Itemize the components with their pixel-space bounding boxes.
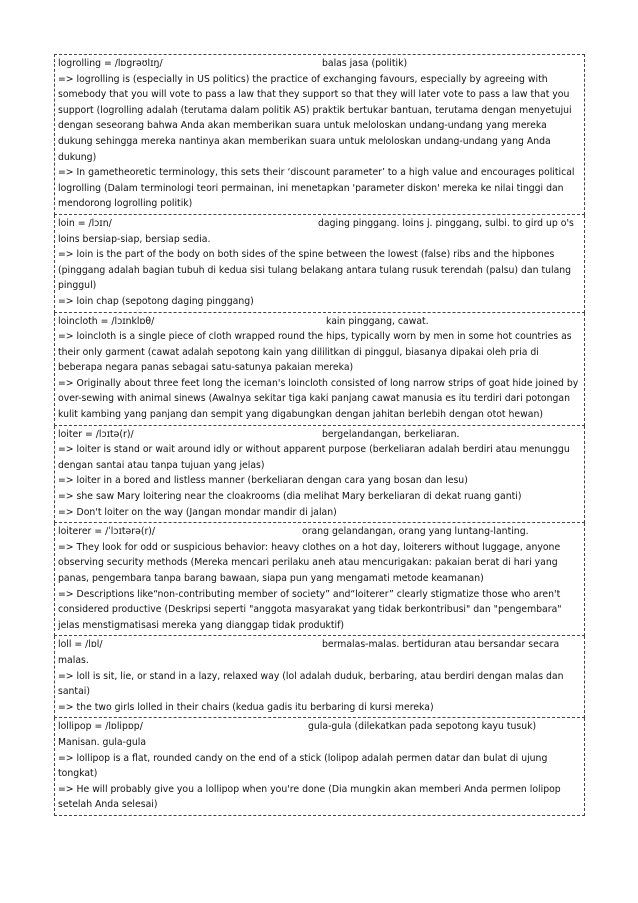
entry-example: => the two girls lolled in their chairs (kedua gadis itu berbaring di kursi mereka) <box>58 701 434 713</box>
glossary-entry <box>54 636 585 718</box>
entry-headline <box>58 427 582 443</box>
entry-example: => loin is the part of the body on both sides of the spine between the lowest (false) ribs and the hipbones (pinggang adalah bagian tubuh di kedua sisi tulang belakang antara tulang rusuk terendah (palsu) dan tulang pinggul) <box>58 249 572 292</box>
entry-continuation: Manisan. gula-gula <box>58 736 147 748</box>
entry-meaning: gula-gula (dilekatkan pada sepotong kayu tusuk) <box>308 721 537 733</box>
entry-headline <box>58 314 582 330</box>
entry-word: lollipop = /lɒlipɒp/ <box>58 721 143 733</box>
entry-headline <box>58 637 582 653</box>
entry-meaning: balas jasa (politik) <box>322 58 408 69</box>
glossary-entry <box>54 426 585 524</box>
entry-word: loincloth = /lɔɪnklɒθ/ <box>58 315 155 327</box>
entry-word: loiter = /lɔɪtə(r)/ <box>58 428 134 440</box>
glossary-entry <box>54 54 585 215</box>
entry-example: => loll is sit, lie, or stand in a lazy, relaxed way (lol adalah duduk, berbaring, atau berdiri dengan malas dan santai) <box>58 670 564 698</box>
entry-word: loiterer = /ˈlɔɪtərə(r)/ <box>58 526 156 538</box>
entry-example: => logrolling is (especially in US politics) the practice of exchanging favours, especially by agreeing with somebody that you will vote to pass a law that they support so that they will later vote to pass a law that you support (logrolling adalah (terutama dalam politik AS) praktik bertukar bantuan, terutama dengan menyetujui dengan seseorang bahwa Anda akan memberikan suara untuk meloloskan undang-undang yang mereka dukung sehingga mereka nantinya akan memberikan suara untuk meloloskan undang-undang yang Anda dukung) <box>58 73 572 163</box>
glossary-entry <box>54 718 585 816</box>
entry-word: loll = /lɒl/ <box>58 639 103 651</box>
entry-continuation: malas. <box>58 654 89 666</box>
entry-example: => Don't loiter on the way (Jangan mondar mandir di jalan) <box>58 506 337 518</box>
entry-meaning: orang gelandangan, orang yang luntang-lanting. <box>302 526 529 538</box>
entry-headline <box>58 524 582 540</box>
entry-example: => Descriptions like“non-contributing member of society” and“loiterer” clearly stigmatize those who aren't considered productive (Deskripsi seperti "anggota masyarakat yang tidak berkontribusi" dan "pengembara" jelas menstigmatisasi mereka yang dianggap tidak produktif) <box>58 588 562 631</box>
entry-meaning: kain pinggang, cawat. <box>326 315 429 327</box>
entry-example: => He will probably give you a lollipop when you're done (Dia mungkin akan memberi Anda permen lolipop setelah Anda selesai) <box>58 783 561 811</box>
entry-example: => she saw Mary loitering near the cloakrooms (dia melihat Mary berkeliaran di dekat ruang ganti) <box>58 491 522 503</box>
entry-example: => In gametheoretic terminology, this sets their ‘discount parameter’ to a high value and encourages political logrolling (Dalam terminologi teori permainan, ini menetapkan 'parameter diskon' mereka ke nilai tinggi dan mendorong logrolling politik) <box>58 167 575 210</box>
glossary-sheet <box>54 54 585 816</box>
entry-example: => Originally about three feet long the iceman's loincloth consisted of long narrow strips of goat hide joined by over-sewing with animal sinews (Awalnya sekitar tiga kaki panjang cawat manusia es itu terdiri dari potongan kulit kambing yang panjang dan sempit yang digabungkan dengan jahitan berlebih dengan otot hewan) <box>58 377 579 421</box>
entry-meaning: bergelandangan, berkeliaran. <box>322 428 460 440</box>
entry-word: loin = /lɔɪn/ <box>58 217 112 229</box>
glossary-entry <box>54 313 585 426</box>
entry-meaning: daging pinggang. loins j. pinggang, sulbi. to gird up o's <box>318 217 574 229</box>
entry-headline <box>58 56 582 72</box>
entry-example: => loincloth is a single piece of cloth wrapped round the hips, typically worn by men in some hot countries as their only garment (cawat adalah sepotong kain yang dililitkan di pinggul, biasanya dipakai oleh pria di beberapa negara panas sebagai satu-satunya pakaian mereka) <box>58 331 572 374</box>
entry-example: => loin chap (sepotong daging pinggang) <box>58 295 254 307</box>
entry-continuation: loins bersiap-siap, bersiap sedia. <box>58 233 211 245</box>
glossary-entry <box>54 215 585 313</box>
entry-example: => loiter is stand or wait around idly or without apparent purpose (berkeliaran adalah berdiri atau menunggu dengan santai atau tanpa tujuan yang jelas) <box>58 444 570 471</box>
entry-meaning: bermalas-malas. bertiduran atau bersandar secara <box>322 639 560 651</box>
glossary-entry <box>54 523 585 636</box>
entry-headline <box>58 216 582 232</box>
entry-headline <box>58 719 582 735</box>
entry-example: => lollipop is a flat, rounded candy on the end of a stick (lolipop adalah permen datar dan bulat di ujung tongkat) <box>58 752 548 780</box>
entry-example: => loiter in a bored and listless manner (berkeliaran dengan cara yang bosan dan lesu) <box>58 475 468 487</box>
entry-word: logrolling = /lɒgrəʊlɪŋ/ <box>58 58 163 69</box>
entry-example: => They look for odd or suspicious behavior: heavy clothes on a hot day, loiterers without luggage, anyone observing security methods (Mereka mencari perilaku aneh atau mencurigakan: pakaian berat di hari yang panas, pengembara tanpa barang bawaan, siapa pun yang mengamati metode keamanan) <box>58 541 561 584</box>
